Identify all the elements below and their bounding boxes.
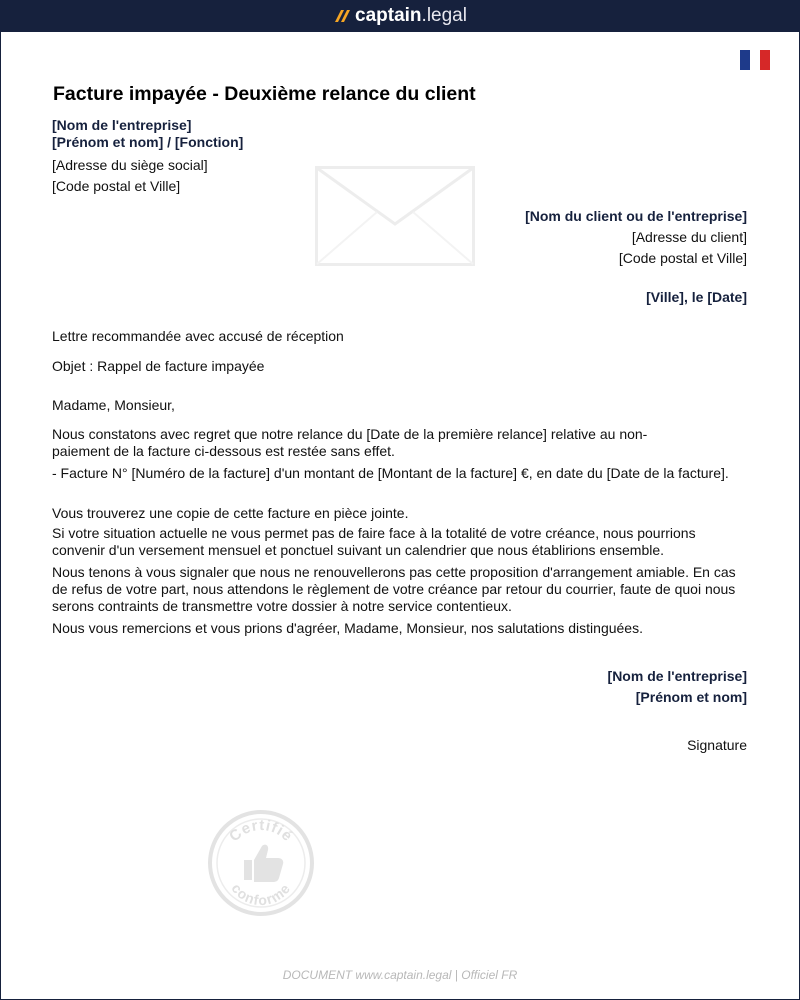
recipient-name: [Nom du client ou de l'entreprise] (525, 208, 747, 224)
sender-name-role: [Prénom et nom] / [Fonction] (52, 134, 244, 150)
paragraph-warning: Nous tenons à vous signaler que nous ne renouvellerons pas cette proposition d'arrangement amiable. En cas de refus de votre part, nous attendons le règlement de votre créance par retour du courrier, faute de quoi nous serons contraints de transmettre votre dossier à notre service contentieux. (52, 564, 736, 614)
recipient-address: [Adresse du client] (631, 229, 747, 245)
envelope-watermark-icon (315, 166, 475, 266)
salutation: Madame, Monsieur, (52, 397, 175, 413)
closing-name: [Prénom et nom] (635, 689, 747, 705)
certified-stamp-icon (206, 808, 316, 918)
stamp-text-top: Certifié (226, 816, 297, 846)
svg-text:Certifié (226, 817, 296, 845)
brand-slashes-icon (333, 9, 351, 23)
paragraph-attachment: Vous trouverez une copie de cette facture en pièce jointe. (52, 505, 409, 521)
paragraph-payment-plan: Si votre situation actuelle ne vous permet pas de faire face à la totalité de votre créance, nous pourrions convenir d'un versement mensuel et ponctuel suivant un calendrier que nous établirions ensemble. (52, 525, 696, 558)
sender-address: [Adresse du siège social] (52, 157, 208, 173)
paragraph-closing: Nous vous remercions et vous prions d'agréer, Madame, Monsieur, nos salutations distinguées. (52, 620, 643, 636)
letter-subject: Objet : Rappel de facture impayée (52, 358, 265, 374)
recipient-city: [Code postal et Ville] (618, 250, 747, 266)
sending-mode: Lettre recommandée avec accusé de réception (52, 328, 344, 344)
sender-company: [Nom de l'entreprise] (52, 117, 192, 133)
document-title: Facture impayée - Deuxième relance du client (53, 83, 476, 105)
paragraph-invoice-details: - Facture N° [Numéro de la facture] d'un montant de [Montant de la facture] €, en date du [Date de la facture]. (52, 465, 729, 481)
brand-logo[interactable] (0, 0, 800, 32)
sender-city: [Code postal et Ville] (52, 178, 181, 194)
french-flag-icon (740, 50, 770, 70)
stamp-text-bottom: conforme (228, 880, 294, 909)
svg-text:conforme (228, 880, 293, 908)
closing-company: [Nom de l'entreprise] (607, 668, 747, 684)
place-date: [Ville], le [Date] (646, 289, 747, 305)
brand-name-bold: captain (355, 5, 422, 26)
brand-name-light: .legal (421, 5, 467, 26)
signature-label: Signature (687, 737, 747, 753)
top-header-bar (0, 0, 800, 32)
paragraph-reminder: Nous constatons avec regret que notre relance du [Date de la première relance] relative au non-paiement de la facture ci-dessous est restée sans effet. (52, 426, 648, 459)
document-footer: DOCUMENT www.captain.legal | Officiel FR (282, 968, 518, 982)
